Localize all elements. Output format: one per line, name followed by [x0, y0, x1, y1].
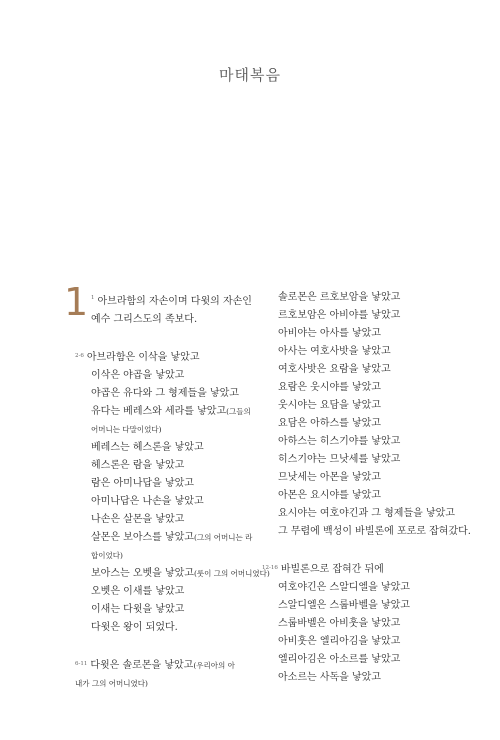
- verse-text: 유다는 베레스와 세라를 낳았고: [91, 406, 227, 417]
- verse-ref: 12-16: [262, 565, 278, 571]
- verse-ref: 2-6: [75, 353, 84, 359]
- verse-text: 스알디엘은 스룹바벨을 낳았고: [278, 600, 410, 611]
- verse-text: 스룹바벨은 아비훗을 낳았고: [278, 618, 401, 629]
- verse-text: 람은 아미나답을 낳았고: [91, 478, 194, 489]
- verse-ref: 1: [91, 295, 95, 301]
- verse-text: 보아스는 오벳을 낳았고: [91, 568, 194, 579]
- verse-text: 여호사밧은 요람을 낳았고: [278, 364, 391, 375]
- verse-text: 아미나답은 나손을 낳았고: [91, 496, 204, 507]
- verse-2-6: [75, 347, 259, 367]
- verse-text: 오벳은 이새를 낳았고: [91, 586, 185, 597]
- verse-text: 아브라함의 자손이며 다윗의 자손인: [97, 296, 252, 307]
- verse-text: 아사는 여호사밧을 낳았고: [278, 346, 391, 357]
- verse-text: 아브라함은 이삭을 낳았고: [86, 352, 200, 363]
- verse-text: 아소르는 사독을 낳았고: [278, 672, 381, 683]
- verse-text: 웃시야는 요담을 낳았고: [278, 400, 381, 411]
- verse-text: 살몬은 보아스를 낳았고: [91, 532, 194, 543]
- verse-text: 야곱은 유다와 그 형제들을 낳았고: [91, 388, 239, 399]
- verse-text: 요담은 아하스를 낳았고: [278, 418, 381, 429]
- verse-text: 므낫세는 아몬을 낳았고: [278, 472, 381, 483]
- verse-text: 르호보암은 아비야를 낳았고: [278, 310, 401, 321]
- verse-text: 솔로몬은 르호보암을 낳았고: [278, 292, 401, 303]
- verse-line-with-note: [91, 529, 257, 565]
- verse-text: 다윗은 왕이 되었다.: [91, 622, 178, 633]
- verse-ref: 6-11: [75, 661, 88, 667]
- verse-text: 엘리아김은 아소르를 낳았고: [278, 654, 401, 665]
- chapter-number: 1: [64, 280, 89, 324]
- verse-1: [91, 289, 259, 329]
- book-title: 마태복음: [219, 66, 281, 84]
- verse-text: 나손은 살몬을 낳았고: [91, 514, 185, 525]
- verse-text: 헤스론은 람을 낳았고: [91, 460, 185, 471]
- verse-note: (우리아의 아내가 그의 어머니였다): [75, 661, 235, 688]
- verse-text: 이삭은 야곱을 낳았고: [91, 370, 185, 381]
- verse-text: 그 무렵에 백성이 바빌론에 포로로 잡혀갔다.: [278, 526, 471, 537]
- right-column: [262, 289, 471, 687]
- verse-text: 베레스는 헤스론을 낳았고: [91, 442, 204, 453]
- verse-text: 여호야긴은 스알디엘을 낳았고: [278, 582, 410, 593]
- verse-note: (룻이 그의 어머니였다): [193, 569, 270, 578]
- verse-text: 아비야는 아사를 낳았고: [278, 328, 381, 339]
- verse-6-11: [75, 655, 241, 693]
- verse-text: 바빌론으로 잡혀간 뒤에: [280, 564, 384, 575]
- verse-text: 요시야는 여호야긴과 그 형제들을 낳았고: [278, 508, 455, 519]
- verse-note: (그의 어머니는 라합이었다): [91, 533, 253, 560]
- verse-note: (그들의 어머니는 다말이었다): [91, 407, 251, 434]
- verse-line-with-note: [91, 403, 257, 439]
- verse-text: 이새는 다윗을 낳았고: [91, 604, 185, 615]
- verse-12-16: [262, 559, 464, 579]
- verse-text: 아비훗은 엘리아김을 낳았고: [278, 636, 401, 647]
- verse-text: 다윗은 솔로몬을 낳았고: [90, 660, 194, 671]
- verse-text: 요람은 웃시야를 낳았고: [278, 382, 381, 393]
- verse-text: 아몬은 요시야를 낳았고: [278, 490, 381, 501]
- verse-text: 히스기야는 므낫세를 낳았고: [278, 454, 401, 465]
- verse-text: 예수 그리스도의 족보다.: [91, 314, 198, 325]
- verse-text: 아하스는 히스기야를 낳았고: [278, 436, 401, 447]
